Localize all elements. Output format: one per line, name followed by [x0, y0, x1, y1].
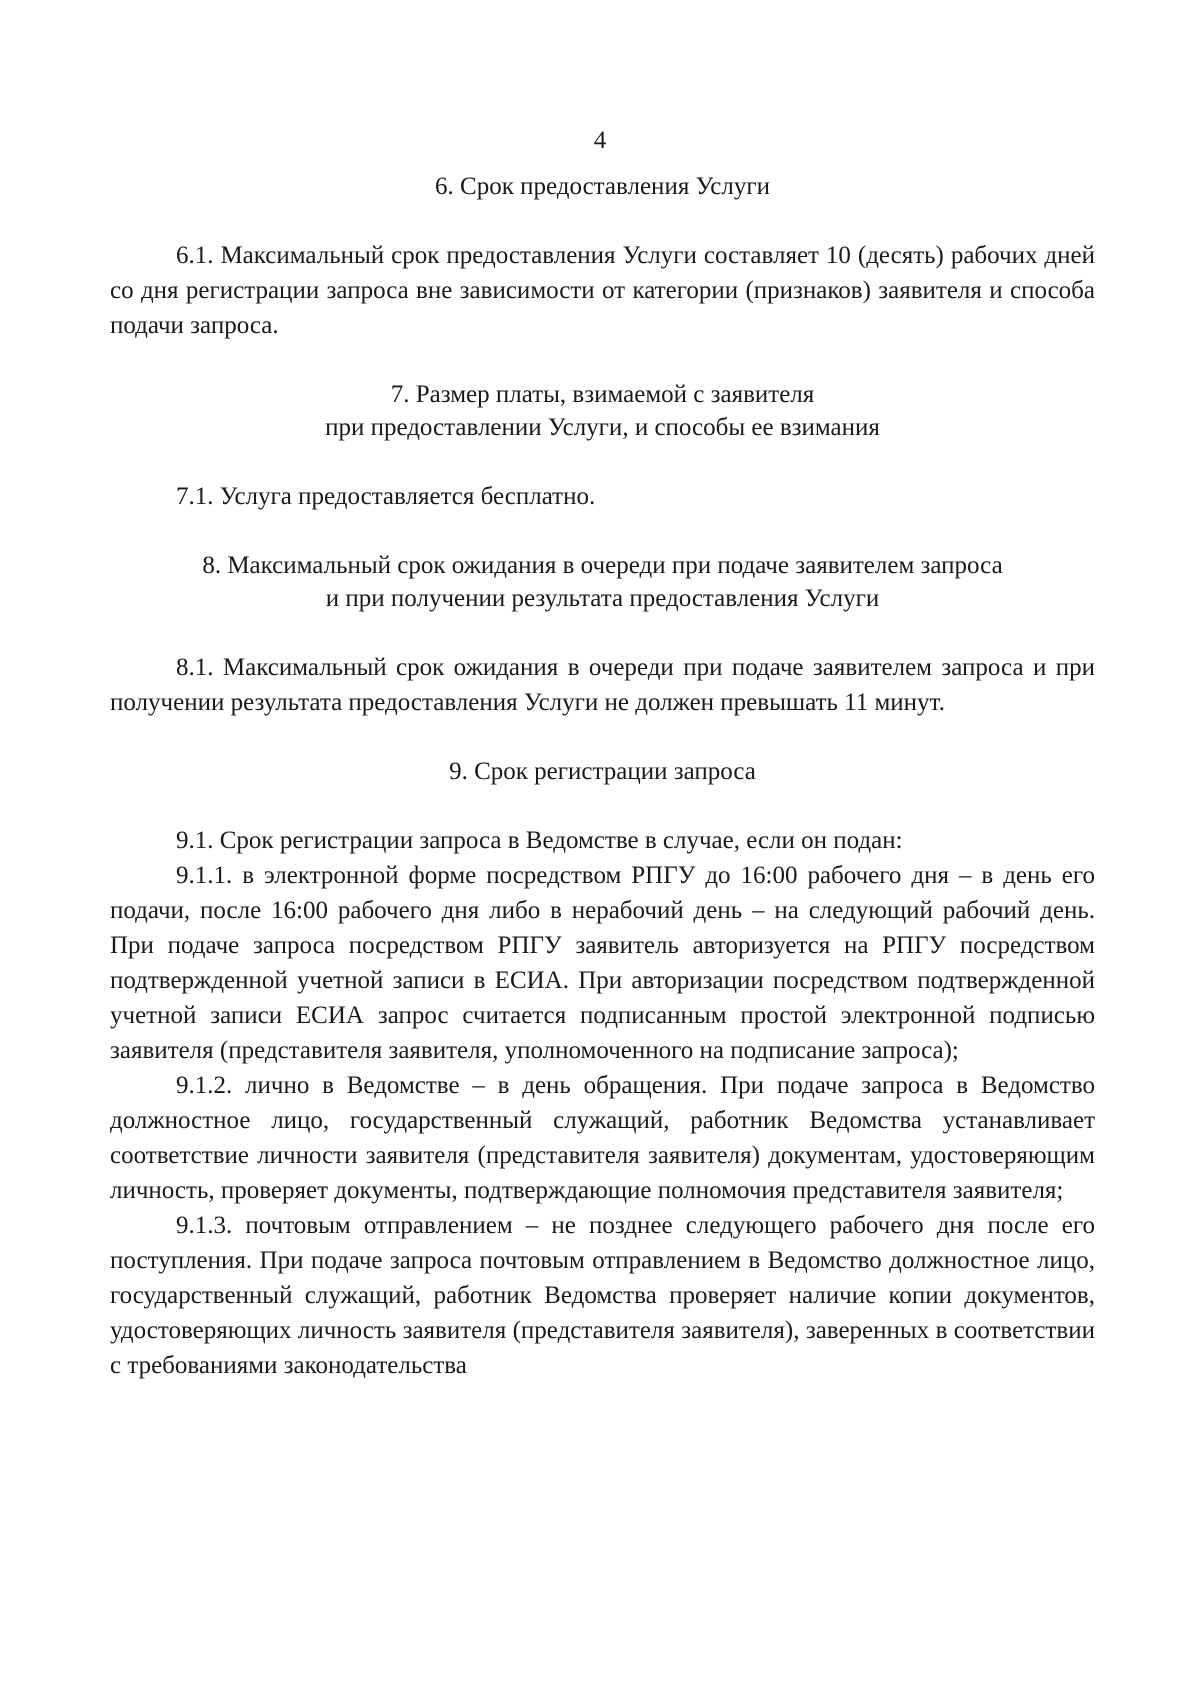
paragraph-8-1: 8.1. Максимальный срок ожидания в очереди при подаче заявителем запроса и при получении результата предоставления Услуги не должен превышать 11 минут. — [110, 654, 1095, 716]
page-number: 4 — [593, 127, 607, 154]
paragraph-9-1-1: 9.1.1. в электронной форме посредством РПГУ до 16:00 рабочего дня – в день его подачи, после 16:00 рабочего дня либо в нерабочий день – на следующий рабочий день. При подаче запроса посредством РПГУ заявитель авторизуется на РПГУ посредством подтвержденной учетной записи в ЕСИА. При авторизации посредством подтвержденной учетной записи ЕСИА запрос считается подписанным простой электронной подписью заявителя (представителя заявителя, уполномоченного на подписание запроса); — [110, 862, 1095, 1064]
paragraph-9-1-2: 9.1.2. лично в Ведомстве – в день обращения. При подаче запроса в Ведомство должностное лицо, государственный служащий, работник Ведомства устанавливает соответствие личности заявителя (представителя заявителя) документам, удостоверяющим личность, проверяет документы, подтверждающие полномочия представителя заявителя; — [110, 1072, 1095, 1204]
paragraph-6-1: 6.1. Максимальный срок предоставления Услуги составляет 10 (десять) рабочих дней со дня регистрации запроса вне зависимости от категории (признаков) заявителя и способа подачи запроса. — [110, 242, 1095, 339]
section-9-heading: 9. Срок регистрации запроса — [449, 758, 756, 785]
paragraph-9-1: 9.1. Срок регистрации запроса в Ведомстве в случае, если он подан: — [176, 827, 903, 854]
paragraph-9-1-3: 9.1.3. почтовым отправлением – не позднее следующего рабочего дня после его поступления. При подаче запроса почтовым отправлением в Ведомство должностное лицо, государственный служащий, работник Ведомства проверяет наличие копии документов, удостоверяющих личность заявителя (представителя заявителя), заверенных в соответствии с требованиями законодательства — [110, 1212, 1095, 1379]
section-8-heading-line1: 8. Максимальный срок ожидания в очереди при подаче заявителем запроса — [202, 552, 1003, 579]
section-6-heading: 6. Срок предоставления Услуги — [435, 173, 770, 200]
document-body — [110, 170, 1095, 1383]
section-8-heading-line2: и при получении результата предоставления Услуги — [325, 585, 880, 612]
section-7-heading-line1: 7. Размер платы, взимаемой с заявителя — [390, 381, 815, 408]
paragraph-7-1: 7.1. Услуга предоставляется бесплатно. — [176, 483, 596, 510]
section-7-heading-line2: при предоставлении Услуги, и способы ее взимания — [325, 414, 880, 441]
